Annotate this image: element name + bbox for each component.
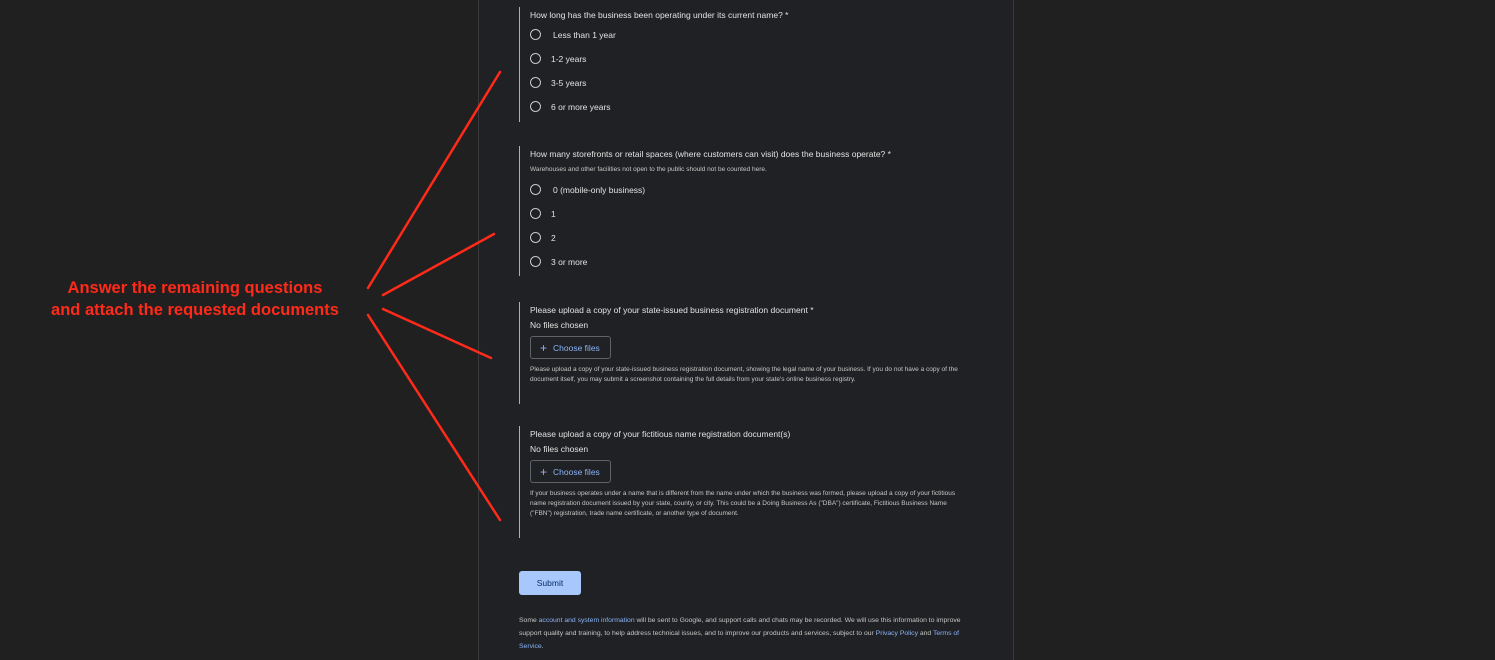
account-info-link[interactable]: account and system information xyxy=(538,617,635,624)
question-title: How long has the business been operating under its current name? * xyxy=(530,10,789,20)
upload-title: Please upload a copy of your fictitious name registration document(s) xyxy=(530,429,791,439)
option-label: Less than 1 year xyxy=(553,29,616,40)
option-label: 2 xyxy=(551,232,556,243)
option-label: 6 or more years xyxy=(551,101,611,112)
option-label: 1 xyxy=(551,208,556,219)
option-label: 0 (mobile-only business) xyxy=(553,184,646,195)
choose-files-label: Choose files xyxy=(553,466,600,477)
option-label: 3-5 years xyxy=(551,77,587,88)
question-title: How many storefronts or retail spaces (where customers can visit) does the business operate? * xyxy=(530,149,891,159)
annotation-callout xyxy=(30,277,360,321)
option-label: 1-2 years xyxy=(551,53,587,64)
plus-icon: + xyxy=(540,464,548,479)
plus-icon: + xyxy=(540,340,548,355)
upload-help-text: Please upload a copy of your state-issued business registration document, showing the legal name of your business. If you do not have a copy of the document itself, you may submit a screenshot containing the full details from your state's online business registry. xyxy=(530,366,958,383)
question-description: Warehouses and other facilities not open to the public should not be counted here. xyxy=(530,166,767,173)
annotation-arrow-line xyxy=(368,72,500,288)
upload-title: Please upload a copy of your state-issued business registration document * xyxy=(530,305,814,315)
annotation-line: Answer the remaining questions xyxy=(67,279,323,297)
terms-of-service-link[interactable]: Terms of Service xyxy=(519,630,960,650)
choose-files-label: Choose files xyxy=(553,342,600,353)
option-label: 3 or more xyxy=(551,256,588,267)
upload-help-text: If your business operates under a name that is different from the name under which the business was formed, please upload a copy of your fictitious name registration document issued by your state, county, or city. This could be a Doing Business As ("DBA") certificate, Fictitious Business Name ("FBN") registration, trade name certificate, or another type of document. xyxy=(530,490,956,517)
footer-text: Some xyxy=(519,617,539,624)
annotation-arrow-line xyxy=(383,234,494,295)
footer-text: will be sent to Google, and support calls and chats may be recorded. We will use this information to improve support quality and training, to help address technical issues, and to improve our products and services, subject to our xyxy=(519,617,961,637)
annotation-arrow-line xyxy=(368,315,500,520)
file-status: No files chosen xyxy=(530,320,589,330)
annotation-arrow-line xyxy=(383,309,491,358)
footer-text: and xyxy=(917,630,933,637)
privacy-policy-link[interactable]: Privacy Policy xyxy=(875,630,918,637)
annotation-line: and attach the requested documents xyxy=(51,301,339,319)
file-status: No files chosen xyxy=(530,444,589,454)
submit-button[interactable]: Submit xyxy=(519,571,581,595)
footer-text: . xyxy=(541,643,544,650)
